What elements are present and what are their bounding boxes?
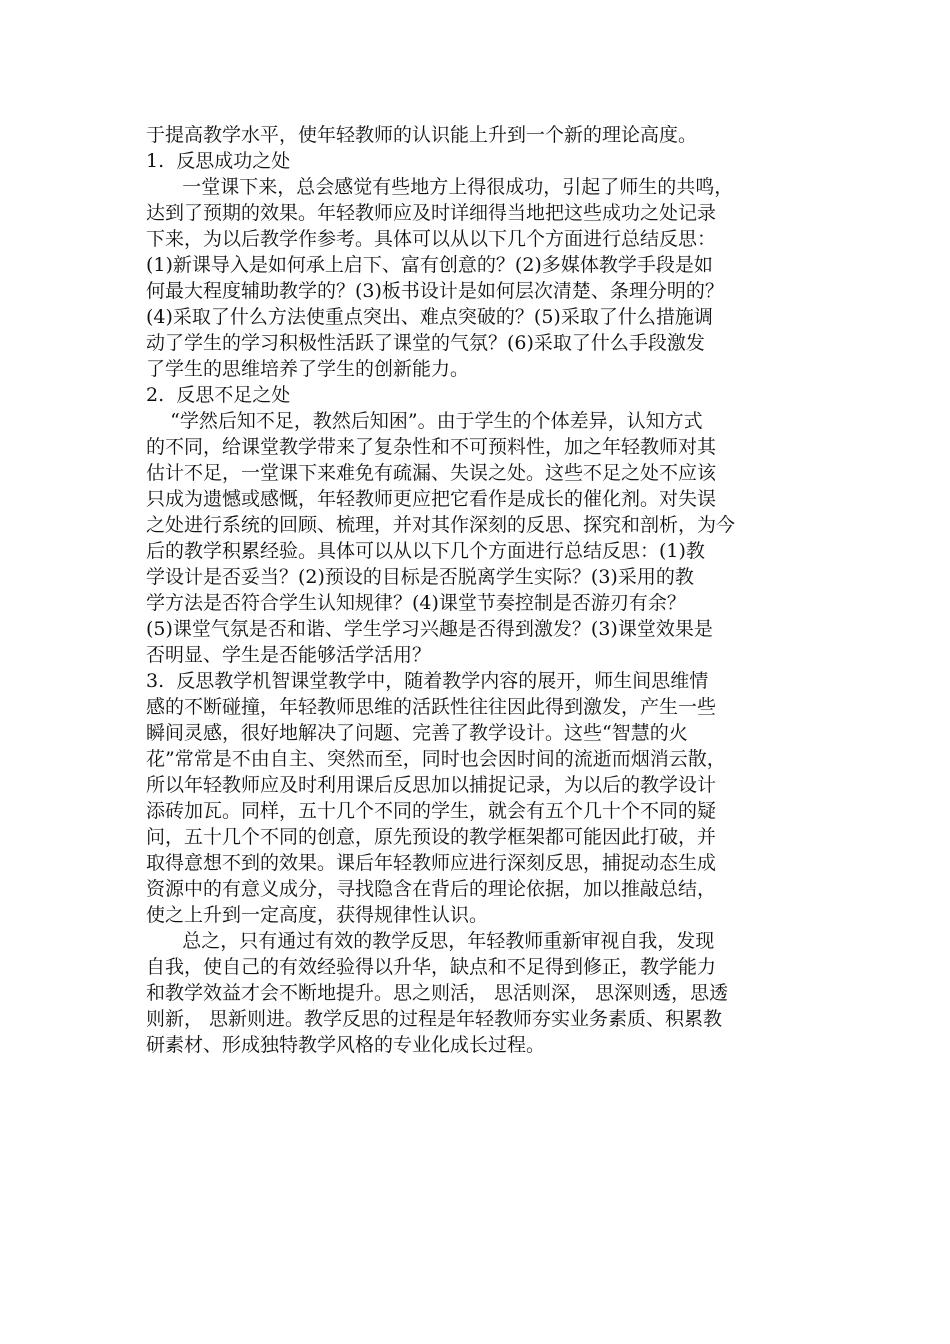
text-line: 1. 反思成功之处 (146, 150, 291, 172)
text-line: 和教学效益才会不断地提升。思之则活， 思活则深， 思深则透，思透 (146, 982, 729, 1004)
text-line: 自我，使自己的有效经验得以升华，缺点和不足得到修正，教学能力 (146, 956, 717, 978)
text-line: (1)新课导入是如何承上启下、富有创意的？(2)多媒体教学手段是如 (146, 254, 713, 276)
text-line: 动了学生的学习积极性活跃了课堂的气氛？(6)采取了什么手段激发 (146, 332, 705, 354)
text-line: 学设计是否妥当？(2)预设的目标是否脱离学生实际？(3)采用的教 (146, 566, 694, 588)
text-line: (5)课堂气氛是否和谐、学生学习兴趣是否得到激发？(3)课堂效果是 (146, 618, 713, 640)
text-line: 于提高教学水平，使年轻教师的认识能上升到一个新的理论高度。 (146, 124, 698, 146)
text-line: 一堂课下来，总会感觉有些地方上得很成功，引起了师生的共鸣， (146, 176, 734, 198)
document-body (146, 122, 812, 1058)
text-line: 只成为遗憾或感慨，年轻教师更应把它看作是成长的催化剂。对失误 (146, 488, 717, 510)
text-line: 后的教学积累经验。具体可以从以下几个方面进行总结反思：(1)教 (146, 540, 705, 562)
text-line: 总之，只有通过有效的教学反思，年轻教师重新审视自我，发现 (146, 930, 715, 952)
text-line: 否明显、学生是否能够活学活用？ (146, 644, 432, 666)
text-line: 估计不足，一堂课下来难免有疏漏、失误之处。这些不足之处不应该 (146, 462, 717, 484)
text-line: 添砖加瓦。同样，五十几个不同的学生，就会有五个几十个不同的疑 (146, 800, 717, 822)
text-line: 学方法是否符合学生认知规律？(4)课堂节奏控制是否游刃有余？ (146, 592, 686, 614)
text-line: 使之上升到一定高度，获得规律性认识。 (146, 904, 489, 926)
text-line: 2. 反思不足之处 (146, 384, 291, 406)
text-line: 了学生的思维培养了学生的创新能力。 (146, 358, 470, 380)
text-line: 的不同，给课堂教学带来了复杂性和不可预料性，加之年轻教师对其 (146, 436, 717, 458)
text-line: 取得意想不到的效果。课后年轻教师应进行深刻反思，捕捉动态生成 (146, 852, 717, 874)
text-line: 则新， 思新则进。教学反思的过程是年轻教师夯实业务素质、积累教 (146, 1008, 723, 1030)
text-line: 瞬间灵感，很好地解决了问题、完善了教学设计。这些“智慧的火 (146, 722, 688, 744)
text-line: “学然后知不足，教然后知困”。由于学生的个体差异，认知方式 (146, 410, 703, 432)
text-line: 研素材、形成独特教学风格的专业化成长过程。 (146, 1034, 546, 1056)
text-line: 达到了预期的效果。年轻教师应及时详细得当地把这些成功之处记录 (146, 202, 717, 224)
text-line: 感的不断碰撞，年轻教师思维的活跃性往往因此得到激发，产生一些 (146, 696, 717, 718)
text-line: 何最大程度辅助教学的？(3)板书设计是如何层次清楚、条理分明的？ (146, 280, 724, 302)
text-line: 下来，为以后教学作参考。具体可以从以下几个方面进行总结反思： (146, 228, 717, 250)
text-line: 之处进行系统的回顾、梳理，并对其作深刻的反思、探究和剖析，为今 (146, 514, 736, 536)
text-line: 资源中的有意义成分，寻找隐含在背后的理论依据，加以推敲总结， (146, 878, 717, 900)
text-line: (4)采取了什么方法使重点突出、难点突破的？(5)采取了什么措施调 (146, 306, 713, 328)
text-line: 花”常常是不由自主、突然而至，同时也会因时间的流逝而烟消云散， (146, 748, 726, 770)
text-line: 所以年轻教师应及时利用课后反思加以捕捉记录，为以后的教学设计 (146, 774, 717, 796)
text-line: 问，五十几个不同的创意，原先预设的教学框架都可能因此打破，并 (146, 826, 717, 848)
text-line: 3. 反思教学机智课堂教学中，随着教学内容的展开，师生间思维情 (146, 670, 709, 692)
